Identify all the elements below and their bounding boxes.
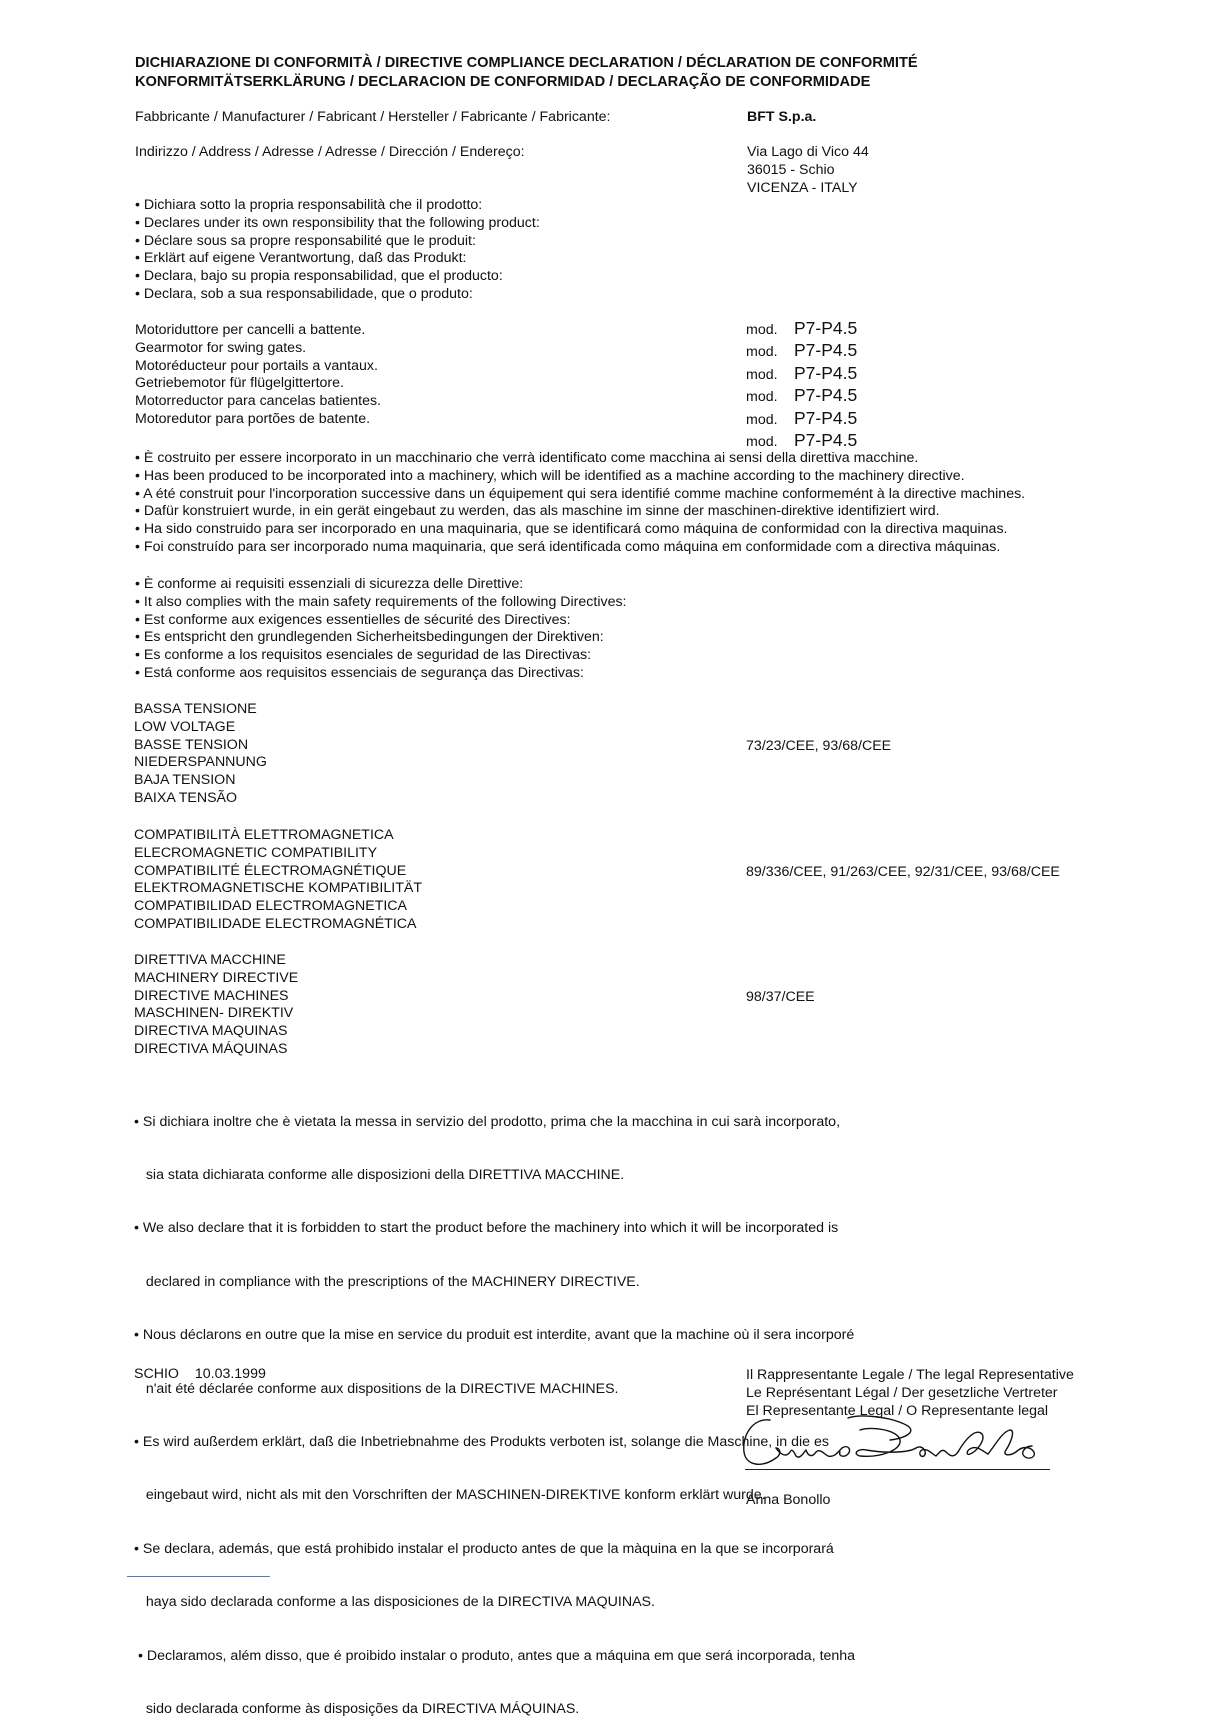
prohibition-line: declared in compliance with the prescriptions of the MACHINERY DIRECTIVE. xyxy=(134,1273,640,1290)
directive-name: BAJA TENSION xyxy=(134,772,236,789)
manufacturer-label: Fabbricante / Manufacturer / Fabricant / Hersteller / Fabricante / Fabricante: xyxy=(135,109,611,125)
directive-name: COMPATIBILIDAD ELECTROMAGNETICA xyxy=(134,898,408,915)
address-line: VICENZA - ITALY xyxy=(747,179,858,196)
directive-refs-machinery: 98/37/CEE xyxy=(746,989,815,1005)
place: SCHIO xyxy=(134,1366,179,1382)
directive-name: COMPATIBILIDADE ELECTROMAGNÉTICA xyxy=(134,915,417,932)
incorporation-item: • Foi construído para ser incorporado numa maquinaria, que será identificada como máquina em conformidade com a directiva máquinas. xyxy=(135,538,1001,555)
compliance-item: • È conforme ai requisiti essenziali di sicurezza delle Direttive: xyxy=(135,576,524,592)
prohibition-line: • Nous déclarons en outre que la mise en service du produit est interdite, avant que la machine où il sera incorporé xyxy=(134,1327,855,1344)
declaration-list xyxy=(135,197,540,304)
signer-name: Anna Bonollo xyxy=(746,1492,831,1508)
signature-image xyxy=(740,1408,1060,1478)
prohibition-line: • Se declara, además, que está prohibido instalar el producto antes de que la màquina en la que se incorporará xyxy=(134,1540,834,1557)
directive-name: DIRETTIVA MACCHINE xyxy=(134,952,286,968)
address-line: 36015 - Schio xyxy=(747,161,835,178)
date: 10.03.1999 xyxy=(194,1366,266,1382)
product-item: Motoréducteur pour portails a vantaux. xyxy=(135,357,378,374)
prohibition-line: sia stata dichiarata conforme alle disposizioni della DIRETTIVA MACCHINE. xyxy=(134,1166,625,1183)
directive-name: DIRECTIVA MAQUINAS xyxy=(134,1023,288,1040)
declaration-item: • Declares under its own responsibility that the following product: xyxy=(135,214,540,231)
signature-line xyxy=(745,1469,1050,1470)
model-row xyxy=(746,342,857,364)
model-code: P7-P4.5 xyxy=(794,429,858,450)
declaration-item: • Dichiara sotto la propria responsabilità che il prodotto: xyxy=(135,197,483,213)
page-bottom-rule xyxy=(127,1576,270,1577)
mod-label: mod. xyxy=(746,322,778,338)
directive-name: ELEKTROMAGNETISCHE KOMPATIBILITÄT xyxy=(134,880,422,897)
compliance-item: • Está conforme aos requisitos essenciais de segurança das Directivas: xyxy=(135,664,584,681)
prohibition-line: • Declaramos, além disso, que é proibido instalar o produto, antes que a máquina em que será incorporada, tenha xyxy=(134,1647,856,1664)
declaration-item: • Declara, bajo su propia responsabilidad, que el producto: xyxy=(135,268,503,285)
document-title xyxy=(135,54,918,92)
directive-name: DIRECTIVA MÁQUINAS xyxy=(134,1040,288,1057)
model-row xyxy=(746,407,858,432)
title-line-2: KONFORMITÄTSERKLÄRUNG / DECLARACION DE CONFORMIDAD / DECLARAÇÃO DE CONFORMIDADE xyxy=(135,74,871,90)
incorporation-item: • Dafür konstruiert wurde, in ein gerät eingebaut zu werden, das als maschine im sinne der maschinen-direktive identifiziert wird. xyxy=(135,503,940,520)
incorporation-list xyxy=(135,450,1025,557)
directive-name: NIEDERSPANNUNG xyxy=(134,754,267,771)
representative-line: El Representante Legal / O Representante legal xyxy=(746,1402,1049,1419)
directive-name: COMPATIBILITÀ ELETTROMAGNETICA xyxy=(134,827,394,843)
compliance-item: • Est conforme aux exigences essentielles de sécurité des Directives: xyxy=(135,611,571,628)
mod-label: mod. xyxy=(746,411,778,428)
mod-label: mod. xyxy=(746,433,778,450)
mod-label: mod. xyxy=(746,389,778,406)
directive-refs-low-voltage: 73/23/CEE, 93/68/CEE xyxy=(746,738,892,754)
product-item: Motorreductor para cancelas batientes. xyxy=(135,393,382,410)
directive-name: DIRECTIVE MACHINES xyxy=(134,987,289,1004)
incorporation-item: • A été construit pour l'incorporation successive dans un équipement qui sera identifié comme machine conformemént à la directive machines. xyxy=(135,485,1026,502)
mod-label: mod. xyxy=(746,344,778,361)
manufacturer-value: BFT S.p.a. xyxy=(747,109,817,125)
declaration-item: • Erklärt auf eigene Verantwortung, daß das Produkt: xyxy=(135,250,467,267)
directive-name: MASCHINEN- DIREKTIV xyxy=(134,1005,294,1022)
directive-name: COMPATIBILITÉ ÉLECTROMAGNÉTIQUE xyxy=(134,862,407,879)
incorporation-item: • Ha sido construido para ser incorporado en una maquinaria, que se identificará como máquina de conformidad con la directiva maquinas. xyxy=(135,521,1008,538)
title-line-1: DICHIARAZIONE DI CONFORMITÀ / DIRECTIVE COMPLIANCE DECLARATION / DÉCLARATION DE CONFORMITÉ xyxy=(135,55,918,71)
directive-names-machinery xyxy=(134,952,298,1059)
prohibition-line: eingebaut wird, nicht als mit den Vorschriften der MASCHINEN-DIREKTIVE konform erklärt wurde. xyxy=(134,1487,766,1504)
compliance-item: • It also complies with the main safety requirements of the following Directives: xyxy=(135,593,627,610)
mod-label: mod. xyxy=(746,366,778,383)
product-item: Getriebemotor für flügelgittertore. xyxy=(135,375,344,392)
prohibition-line: • Si dichiara inoltre che è vietata la messa in servizio del prodotto, prima che la macchina in cui sarà incorporato, xyxy=(134,1113,841,1130)
model-code: P7-P4.5 xyxy=(794,362,858,383)
model-code: P7-P4.5 xyxy=(794,385,858,406)
prohibition-line: • Es wird außerdem erklärt, daß die Inbetriebnahme des Produkts verboten ist, solange die Maschine, in die es xyxy=(134,1433,829,1450)
address-block xyxy=(747,144,869,197)
directive-name: BASSE TENSION xyxy=(134,736,249,753)
product-list xyxy=(135,322,381,429)
prohibition-line: sido declarada conforme às disposições da DIRECTIVA MÁQUINAS. xyxy=(134,1700,580,1717)
model-code: P7-P4.5 xyxy=(794,340,858,361)
declaration-item: • Déclare sous sa propre responsabilité que le produit: xyxy=(135,232,476,249)
address-label: Indirizzo / Address / Adresse / Adresse / Dirección / Endereço: xyxy=(135,144,525,160)
model-list xyxy=(746,320,857,454)
directive-name: BASSA TENSIONE xyxy=(134,701,257,717)
model-code: P7-P4.5 xyxy=(794,407,858,428)
incorporation-item: • Has been produced to be incorporated into a machinery, which will be identified as a machine according to the machinery directive. xyxy=(135,467,965,484)
address-line: Via Lago di Vico 44 xyxy=(747,144,869,160)
compliance-item: • Es conforme a los requisitos esenciales de seguridad de las Directivas: xyxy=(135,647,592,664)
prohibition-line: n'ait été déclarée conforme aux dispositions de la DIRECTIVE MACHINES. xyxy=(134,1380,619,1397)
declaration-item: • Declara, sob a sua responsabilidade, que o produto: xyxy=(135,285,473,302)
compliance-item: • Es entspricht den grundlegenden Sicherheitsbedingungen der Direktiven: xyxy=(135,629,604,646)
directive-name: ELECROMAGNETIC COMPATIBILITY xyxy=(134,844,378,861)
directive-name: LOW VOLTAGE xyxy=(134,718,236,735)
model-row xyxy=(746,362,858,387)
directive-names-low-voltage xyxy=(134,701,267,808)
directive-names-emc xyxy=(134,827,422,934)
prohibition-line: • We also declare that it is forbidden to start the product before the machinery into which it will be incorporated is xyxy=(134,1220,839,1237)
product-item: Gearmotor for swing gates. xyxy=(135,339,307,356)
directive-name: MACHINERY DIRECTIVE xyxy=(134,969,299,986)
representative-line: Le Représentant Légal / Der gesetzliche Vertreter xyxy=(746,1384,1058,1401)
prohibition-line: haya sido declarada conforme a las disposiciones de la DIRECTIVA MAQUINAS. xyxy=(134,1594,655,1611)
product-item: Motoriduttore per cancelli a battente. xyxy=(135,322,366,338)
model-code: P7-P4.5 xyxy=(794,318,858,338)
incorporation-item: • È costruito per essere incorporato in un macchinario che verrà identificato come macchina ai sensi della direttiva macchine. xyxy=(135,450,919,466)
directive-name: BAIXA TENSÃO xyxy=(134,789,238,806)
compliance-list xyxy=(135,576,627,683)
directive-refs-emc: 89/336/CEE, 91/263/CEE, 92/31/CEE, 93/68/CEE xyxy=(746,864,1060,880)
representative-line: Il Rappresentante Legale / The legal Representative xyxy=(746,1367,1074,1383)
model-row xyxy=(746,320,857,342)
place-date xyxy=(134,1366,266,1384)
model-row xyxy=(746,387,857,409)
product-item: Motoredutor para portões de batente. xyxy=(135,410,371,427)
